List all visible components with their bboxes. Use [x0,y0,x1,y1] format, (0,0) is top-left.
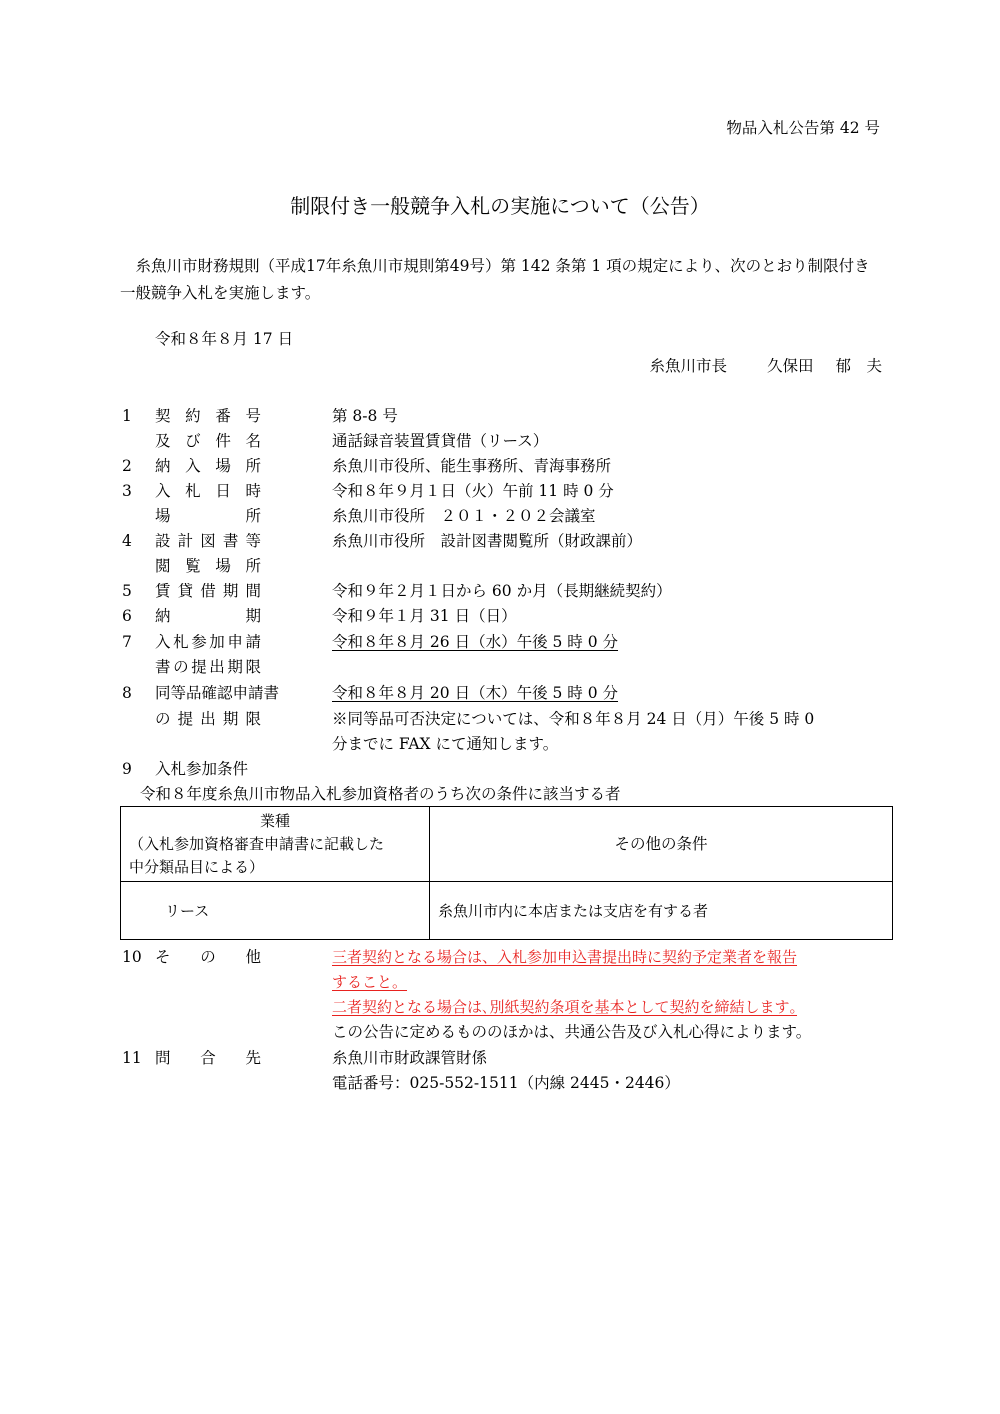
item-row [0,604,1000,629]
category-header-note: （入札参加資格審査申請書に記載した [129,834,385,853]
document-title: 制限付き一般競争入札の実施について（公告） [290,194,710,218]
cell-category: リース [121,882,430,940]
item-value: 令和８年８月 26 日（水）午後 5 時 0 分 [332,633,619,651]
item-number: 1 [122,407,132,425]
item-label: 設計図書等 [155,532,261,550]
category-header-label: 業種 [259,811,290,830]
red-notice-line: 二者契約となる場合は､別紙契約条項を基本として契約を締結します｡ [332,998,798,1016]
item-label: 書の提出期限 [155,658,261,676]
item-row [0,479,1000,504]
item-label: 入札日時 [155,482,261,500]
intro-paragraph: 糸魚川市財務規則（平成17年糸魚川市規則第49号）第 142 条第 1 項の規定により、次のとおり制限付き一般競争入札を実施します。 [120,257,870,302]
item-label: 賃貸借期間 [155,582,261,600]
item-value: 令和９年２月１日から 60 か月（長期継続契約） [332,582,672,600]
item-number: 6 [122,607,132,625]
item-row [0,681,1000,706]
issuer-given-name: 郁 夫 [835,357,882,375]
item-row [0,1046,1000,1071]
item-number: 9 [122,760,132,778]
item-value: 分までに FAX にて通知します。 [332,735,559,753]
item-row [0,404,1000,429]
item-label: 納入場所 [155,457,261,475]
item-value: ※同等品可否決定については、令和８年８月 24 日（月）午後 5 時 0 [332,710,815,728]
item-row [0,1071,1000,1096]
item-number: 7 [122,633,132,651]
item-row [0,732,1000,757]
item-row [0,429,1000,454]
item-value: 糸魚川市役所、能生事務所、青海事務所 [332,457,612,475]
item-row [0,655,1000,680]
notice-number: 物品入札公告第 42 号 [726,119,880,137]
item-number: 11 [122,1049,142,1067]
red-notice-line: すること。 [332,973,408,991]
item-label: その他 [155,948,261,966]
header-cell-category [121,807,430,882]
item-number: 10 [122,948,142,966]
item-label: 問合先 [155,1049,261,1067]
item-row [0,970,1000,995]
contact-phone: 電話番号：025-552-1511（内線 2445・2446） [332,1074,680,1092]
item-label: 納期 [155,607,261,625]
item-label: 及び件名 [155,432,261,450]
item-label: 同等品確認申請書 [155,684,280,702]
contact-department: 糸魚川市財政課管財係 [332,1049,488,1067]
item-value: 通話録音装置賃貸借（リース） [332,432,549,450]
item-label: 閲覧場所 [155,557,261,575]
conditions-table [120,806,893,940]
cell-condition: 糸魚川市内に本店または支店を有する者 [430,882,893,940]
item-label: 入札参加条件 [155,760,249,778]
item-value: 第 8-8 号 [332,407,398,425]
item-label: 契約番号 [155,407,261,425]
item-value: 令和８年８月 20 日（木）午後 5 時 0 分 [332,684,619,702]
red-notice-line: 三者契約となる場合は、入札参加申込書提出時に契約予定業者を報告 [332,948,798,966]
item-row [0,504,1000,529]
item-number: 8 [122,684,132,702]
other-note: この公告に定めるもののほかは、共通公告及び入札心得によります。 [332,1023,812,1041]
header-cell-other-conditions: その他の条件 [430,807,893,882]
item-row [0,630,1000,655]
item-label: 入札参加申請 [155,633,261,651]
item-row [0,579,1000,604]
issuer [649,354,882,378]
issuer-title: 糸魚川市長 [649,357,727,375]
table-header-row [121,807,893,882]
item-value: 令和９年１月 31 日（日） [332,607,517,625]
table-row [121,882,893,940]
item-row [0,529,1000,554]
item-row [0,554,1000,579]
item-row [0,995,1000,1020]
item-value: 令和８年９月１日（火）午前 11 時 0 分 [332,482,614,500]
item-value: 糸魚川市役所 設計図書閲覧所（財政課前） [332,532,643,550]
item-row [0,454,1000,479]
category-header-note-2: 中分類品目による） [129,857,265,876]
item-label: の提出期限 [155,710,261,728]
issuer-family-name: 久保田 [766,357,814,375]
item-label: 場所 [155,507,261,525]
issue-date: 令和８年８月 17 日 [155,330,294,348]
item-row [0,707,1000,732]
item-value: 糸魚川市役所 ２０１・２０２会議室 [332,507,596,525]
item-number: 3 [122,482,132,500]
item-number: 4 [122,532,132,550]
item-number: 2 [122,457,132,475]
item-row [0,945,1000,970]
item-number: 5 [122,582,132,600]
item-row [0,1020,1000,1045]
item-row [0,757,1000,782]
conditions-lead: 令和８年度糸魚川市物品入札参加資格者のうち次の条件に該当する者 [140,785,621,803]
